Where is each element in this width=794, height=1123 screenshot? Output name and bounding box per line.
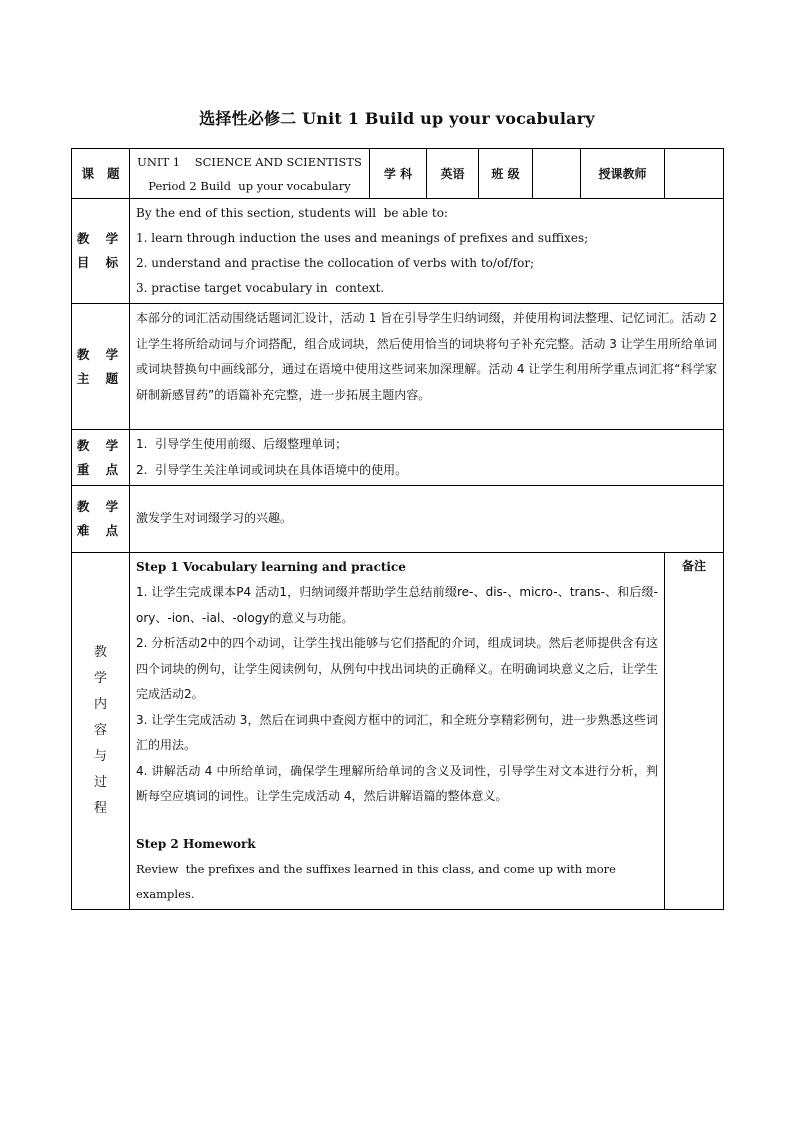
key-points-label-line1: 教 学 [76,437,125,453]
course-unit: UNIT 1 SCIENCE AND SCIENTISTS [137,154,362,169]
difficulties-row [72,486,724,553]
step1-item: 2. 分析活动2中的四个动词，让学生找出能够与它们搭配的介词，组成词块。然后老师提供含有这四个词块的例句，让学生阅读例句，从例句中找出词块的正确释义。在明确词块意义之后，让学生完成活动2。 [136,636,658,701]
topic-label-char2: 题 [107,165,120,181]
process-label-char: 教 [93,644,107,660]
course-period: Period 2 Build up your vocabulary [148,178,351,193]
subject-value: 英语 [427,149,479,199]
objectives-label [72,199,130,304]
objectives-content [130,199,724,304]
topic-label-char1: 课 [81,165,94,181]
difficulties-label-line2: 难 点 [76,523,125,538]
teacher-value [665,149,724,199]
page-title: 选择性必修二 Unit 1 Build up your vocabulary [199,109,595,128]
process-label-char: 学 [93,670,107,686]
lesson-plan-table [71,148,724,910]
class-label: 班 级 [479,149,533,199]
class-value [533,149,581,199]
objectives-label-line2: 目 标 [76,255,125,270]
step2-title: Step 2 Homework [136,836,256,851]
topic-label [72,149,130,199]
step1-item: 4. 讲解活动 4 中所给单词，确保学生理解所给单词的含义及词性，引导学生对文本进行分析，判断每空应填词的词性。让学生完成活动 4，然后讲解语篇的整体意义。 [136,763,658,803]
teacher-label: 授课教师 [581,149,665,199]
theme-content: 本部分的词汇活动围绕话题词汇设计，活动 1 旨在引导学生归纳词缀，并使用构词法整理、记忆词汇。活动 2 让学生将所给动词与介词搭配，组合成词块，然后使用恰当的词块将句子补充完整。活动 3 让学生用所给单词或词块替换句中画线部分，通过在语境中使用这些词来加深理解。活动 4 让学生利用所学重点词汇将“科学家研制新感冒药”的语篇补充完整，进一步拓展主题内容。 [130,304,724,430]
process-content [130,553,665,910]
theme-label [72,304,130,430]
process-label-char: 内 [93,696,107,712]
objectives-label-line1: 教 学 [76,231,125,246]
objective-item: 1. learn through induction the uses and meanings of prefixes and suffixes; [136,231,589,245]
subject-label: 学 科 [370,149,427,199]
notes-cell: 备注 [665,553,724,910]
objectives-intro: By the end of this section, students will be able to: [136,206,448,220]
key-point-item: 2. 引导学生关注单词或词块在具体语境中的使用。 [136,462,408,477]
key-points-label [72,430,130,486]
difficulties-label-line1: 教 学 [76,499,125,514]
objective-item: 3. practise target vocabulary in context. [136,281,385,295]
course-title-cell [130,149,370,199]
process-label [72,553,130,910]
step1-item: 1. 让学生完成课本P4 活动1，归纳词缀并帮助学生总结前缀re-、dis-、micro-、trans-、和后缀-ory、-ion、-ial、-ology的意义与功能。 [136,585,658,625]
key-points-label-line2: 重 点 [76,461,125,477]
theme-row [72,304,724,430]
key-points-content [130,430,724,486]
key-points-row [72,430,724,486]
key-point-item: 1. 引导学生使用前缀、后缀整理单词； [136,437,348,451]
difficulties-label [72,486,130,553]
objective-item: 2. understand and practise the collocation of verbs with to/of/for; [136,256,535,270]
difficulties-content: 激发学生对词缀学习的兴趣。 [130,486,724,553]
process-label-char: 与 [93,748,107,764]
theme-label-line1: 教 学 [76,346,125,362]
process-row [72,553,724,910]
process-label-char: 程 [93,800,107,816]
spacer [136,810,658,832]
step1-item: 3. 让学生完成活动 3，然后在词典中查阅方框中的词汇，和全班分享精彩例句，进一步熟悉这些词汇的用法。 [136,712,658,752]
process-label-char: 过 [93,774,107,790]
process-label-char: 容 [93,722,107,738]
theme-label-line2: 主 题 [76,370,125,386]
header-row [72,149,724,199]
step1-title: Step 1 Vocabulary learning and practice [136,560,406,574]
step2-text: Review the prefixes and the suffixes learned in this class, and come up with more examples. [136,861,620,901]
objectives-row [72,199,724,304]
